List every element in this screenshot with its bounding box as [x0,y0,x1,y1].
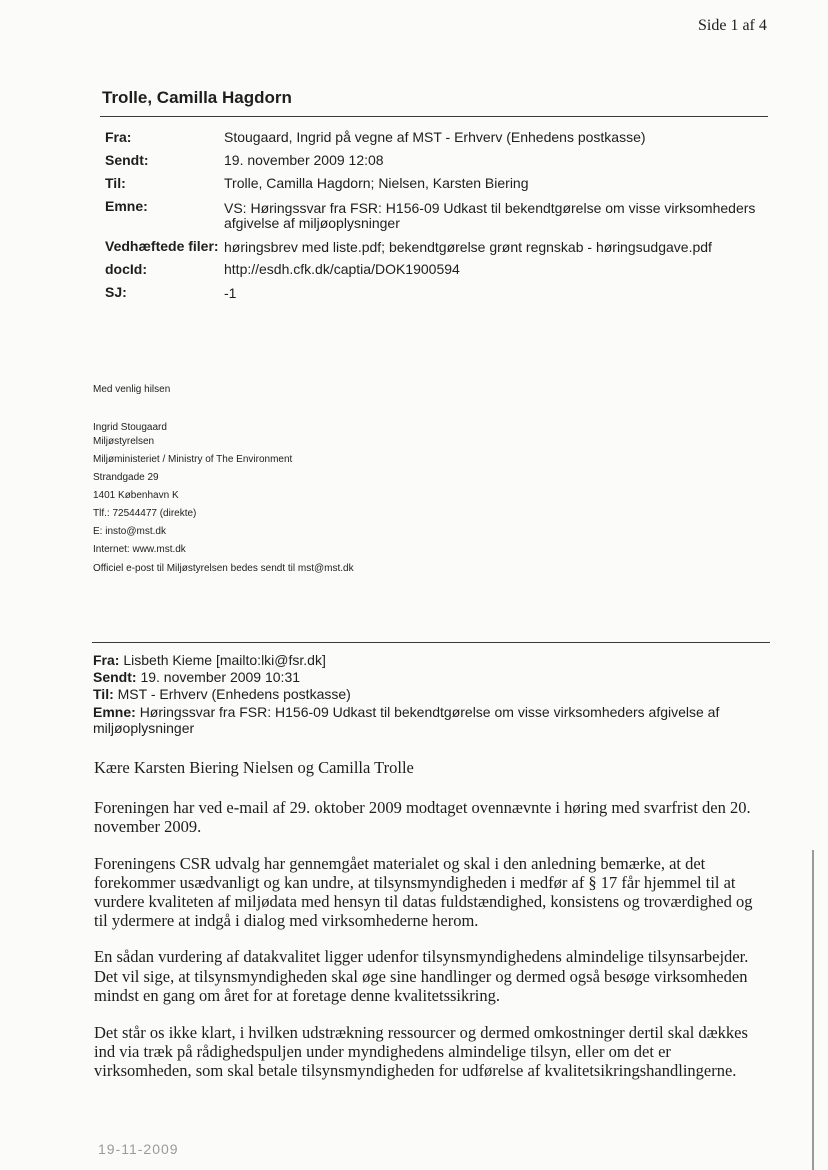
signature-phone: Tlf.: 72544477 (direkte) [93,508,197,519]
paragraph-line: En sådan vurdering af datakvalitet ligger udenfor tilsynsmyndighedens almindelige tilsynsarbejder. [94,947,749,966]
page-number: Side 1 af 4 [698,17,767,34]
paragraph-line: mindst en gang om året for at foretage denne kvalitetssikring. [94,986,500,1005]
header-divider [100,116,768,117]
signature-city: 1401 København K [93,490,179,501]
to-value: Trolle, Camilla Hagdorn; Nielsen, Karsten Biering [224,175,529,191]
paragraph-line: ind via træk på rådighedspuljen under myndighedens almindelige tilsyn, eller om det er [94,1042,671,1061]
paragraph-line: Det står os ikke klart, i hvilken udstrækning ressourcer og dermed omkostninger dertil skal dækkes [94,1023,748,1042]
quoted-to-value: MST - Erhverv (Enhedens postkasse) [117,686,351,702]
paragraph-line: november 2009. [94,817,202,836]
quoted-sent-line [93,669,300,685]
quoted-from-label: Fra: [93,652,120,668]
signature-street: Strandgade 29 [93,472,159,483]
quoted-to-line [93,686,351,702]
scan-edge [812,850,814,1170]
quoted-to-label: Til: [93,686,114,702]
signature-org: Miljøstyrelsen [93,436,155,447]
signature-name: Ingrid Stougaard [93,422,167,433]
from-label: Fra: [105,129,132,145]
quoted-sent-label: Sendt: [93,669,137,685]
date-stamp: 19-11-2009 [98,1141,179,1157]
paragraph-line: Foreningen har ved e-mail af 29. oktober 2009 modtaget ovennævnte i høring med svarfrist den 20. [94,798,751,817]
paragraph-line: Det vil sige, at tilsynsmyndigheden skal øge sine handlinger og dermed også besøge virksomheden [94,967,748,986]
docid-label: docId: [105,261,147,277]
sent-value: 19. november 2009 12:08 [224,152,384,168]
paragraph-line: vurdere kvaliteten af miljødata med hensyn til datas fuldstændighed, konsistens og troværdighed og [94,892,753,911]
to-label: Til: [105,175,126,191]
subject-value-line1: VS: Høringssvar fra FSR: H156-09 Udkast til bekendtgørelse om visse virksomheders [224,200,756,216]
paragraph-line: forekommer usædvanligt og kan undre, at tilsynsmyndigheden i medfør af § 17 får hjemmel til at [94,873,736,892]
from-value: Stougaard, Ingrid på vegne af MST - Erhverv (Enhedens postkasse) [224,129,646,145]
signature-internet[interactable]: Internet: www.mst.dk [93,544,186,555]
quoted-subject-value: Høringssvar fra FSR: H156-09 Udkast til bekendtgørelse om visse virksomheders afgivelse af [139,704,720,720]
paragraph-line: til ydermere at indgå i dialog med virksomhederne herom. [94,911,479,930]
paragraph-line: virksomheden, som skal betale tilsynsmyndigheden for udførelse af kvalitetsikringshandlingerne. [94,1061,737,1080]
sj-value: -1 [224,285,237,301]
signature-email[interactable]: E: insto@mst.dk [93,526,166,537]
docid-link[interactable]: http://esdh.cfk.dk/captia/DOK1900594 [224,261,460,277]
signature-notice: Officiel e-post til Miljøstyrelsen bedes sendt til mst@mst.dk [93,563,354,574]
subject-value-line2: afgivelse af miljøoplysninger [224,215,400,231]
sent-label: Sendt: [105,152,149,168]
sender-name: Trolle, Camilla Hagdorn [102,88,292,107]
salutation: Kære Karsten Biering Nielsen og Camilla Trolle [94,758,414,777]
quoted-subject-line2: miljøoplysninger [93,720,195,736]
quoted-from-line [93,652,326,668]
attachments-value[interactable]: høringsbrev med liste.pdf; bekendtgørelse grønt regnskab - høringsudgave.pdf [224,239,712,255]
signature-ministry: Miljøministeriet / Ministry of The Environment [93,454,293,465]
paragraph-line: Foreningens CSR udvalg har gennemgået materialet og skal i den anledning bemærke, at det [94,854,706,873]
quoted-from-value: Lisbeth Kieme [mailto:lki@fsr.dk] [123,652,326,668]
signature-greeting: Med venlig hilsen [93,384,171,395]
sj-label: SJ: [105,284,127,300]
quoted-subject-line [93,704,719,720]
attachments-label: Vedhæftede filer: [105,238,219,254]
quoted-subject-label: Emne: [93,704,136,720]
subject-label: Emne: [105,198,148,214]
quoted-sent-value: 19. november 2009 10:31 [140,669,301,685]
quoted-divider [92,642,770,643]
